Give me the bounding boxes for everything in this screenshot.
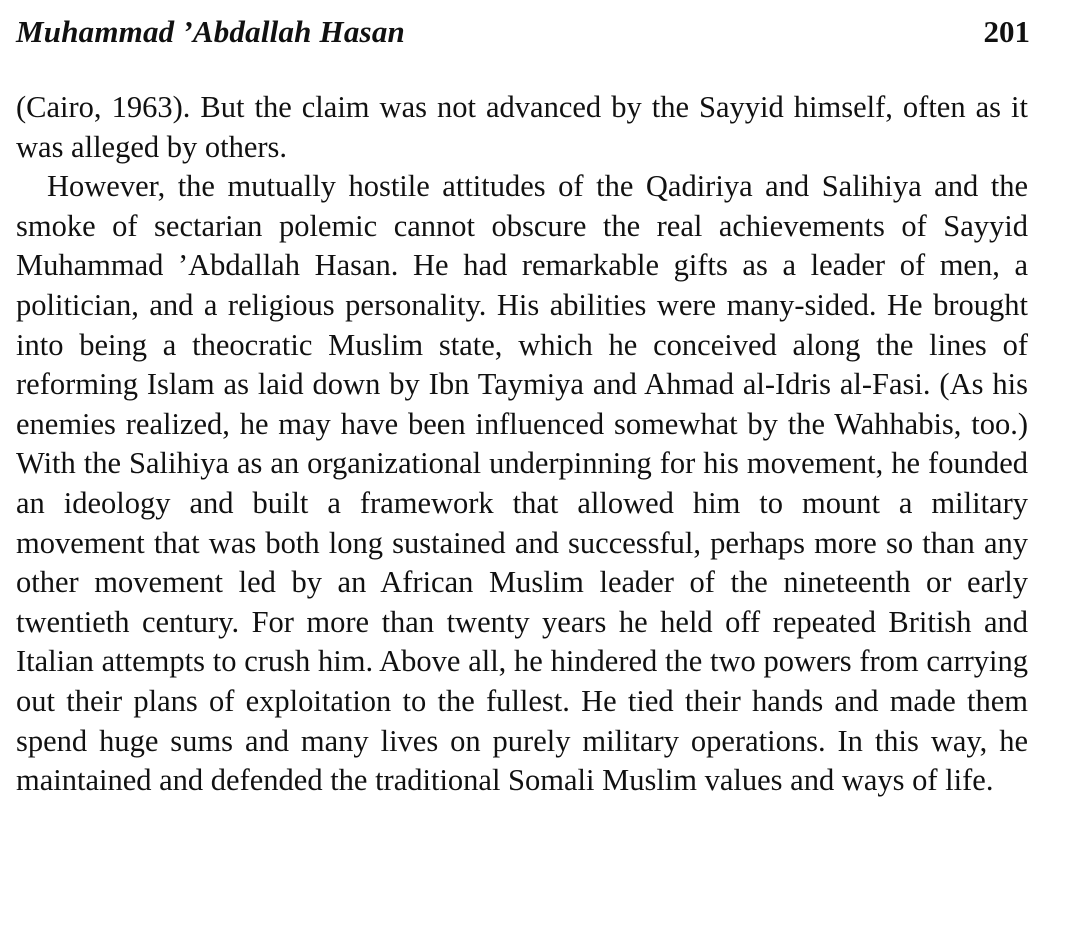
paragraph-continuation: (Cairo, 1963). But the claim was not advanced by the Sayyid himself, often as it was alleged by others. [16, 90, 1028, 164]
page-number: 201 [983, 14, 1030, 49]
running-head [16, 14, 1030, 58]
body-text [16, 88, 1028, 801]
paragraph-achievements: However, the mutually hostile attitudes of the Qadiriya and Salihiya and the smoke of sectarian polemic cannot obscure the real achievements of Sayyid Muhammad ’Abdallah Hasan. He had remarkable gifts as a leader of men, a politician, and a religious personality. His abilities were many-sided. He brought into being a theocratic Muslim state, which he conceived along the lines of reforming Islam as laid down by Ibn Taymiya and Ahmad al-Idris al-Fasi. (As his enemies realized, he may have been influenced somewhat by the Wahhabis, too.) With the Salihiya as an organizational underpinning for his movement, he founded an ideology and built a framework that allowed him to mount a military movement that was both long sustained and successful, perhaps more so than any other movement led by an African Muslim leader of the nineteenth or early twentieth century. For more than twenty years he held off repeated British and Italian attempts to crush him. Above all, he hindered the two powers from carrying out their plans of exploitation to the fullest. He tied their hands and made them spend huge sums and many lives on purely military operations. In this way, he maintained and defended the traditional Somali Muslim values and ways of life. [16, 169, 1028, 798]
running-title: Muhammad ’Abdallah Hasan [16, 14, 405, 49]
